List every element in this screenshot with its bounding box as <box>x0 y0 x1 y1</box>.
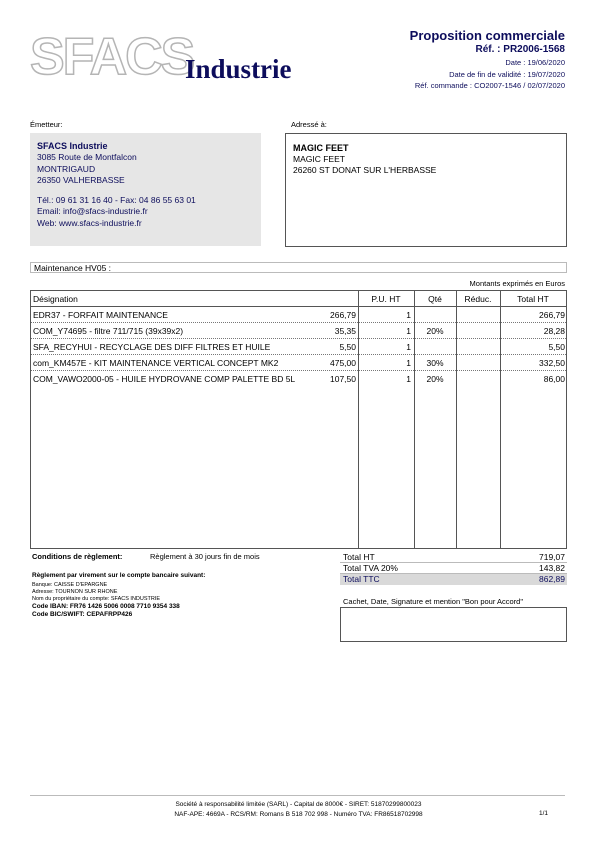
row-quantity: 1 <box>406 310 411 320</box>
recipient-label: Adressé à: <box>291 120 327 129</box>
row-total: 266,79 <box>539 310 565 320</box>
document-date: Date : 19/06/2020 <box>505 58 565 67</box>
subject-line: Maintenance HV05 : <box>30 262 567 273</box>
row-reduction: 20% <box>426 374 444 384</box>
row-unit-price: 35,35 <box>334 326 356 336</box>
total-tva-label: Total TVA 20% <box>343 563 398 573</box>
row-quantity: 1 <box>406 342 411 352</box>
totals-box <box>340 552 567 585</box>
header-reduction: Réduc. <box>464 294 492 304</box>
row-designation: SFA_RECYHUI - RECYCLAGE DES DIFF FILTRES ET HUILE <box>33 342 271 352</box>
currency-note: Montants exprimés en Euros <box>469 279 565 288</box>
row-unit-price: 475,00 <box>330 358 356 368</box>
document-reference: Réf. : PR2006-1568 <box>475 44 565 55</box>
payment-conditions <box>30 552 330 619</box>
svg-text:Industrie: Industrie <box>185 54 292 84</box>
footer <box>30 800 567 820</box>
sender-label: Émetteur: <box>30 120 63 129</box>
row-unit-price: 107,50 <box>330 374 356 384</box>
account-owner: Nom du propriétaire du compte: SFACS INDUSTRIE <box>32 596 161 602</box>
table-row <box>31 355 566 371</box>
sender-address-line: 26350 VALHERBASSE <box>37 175 125 185</box>
recipient-line: MAGIC FEET <box>293 154 345 164</box>
total-ttc-label: Total TTC <box>343 574 380 584</box>
total-ttc-value: 862,89 <box>539 574 565 584</box>
table-header <box>31 291 566 307</box>
total-ttc-row <box>340 574 567 585</box>
transfer-title: Règlement par virement sur le compte bancaire suivant: <box>32 572 206 579</box>
company-logo <box>30 30 320 90</box>
row-reduction: 30% <box>426 358 444 368</box>
row-designation: COM_Y74695 - filtre 711/715 (39x39x2) <box>33 326 184 336</box>
recipient-name: MAGIC FEET <box>293 143 349 153</box>
row-designation: com_KM457E - KIT MAINTENANCE VERTICAL CONCEPT MK2 <box>33 358 279 368</box>
sfacs-logo-graphic <box>30 30 320 90</box>
table-row <box>31 307 566 323</box>
bic-code: Code BIC/SWIFT: CEPAFRPP426 <box>32 611 133 618</box>
row-quantity: 1 <box>406 374 411 384</box>
items-table <box>30 290 567 549</box>
order-reference: Réf. commande : CO2007-1546 / 02/07/2020 <box>414 81 565 90</box>
page-number: 1/1 <box>538 810 548 817</box>
row-unit-price: 5,50 <box>339 342 356 352</box>
sender-name: SFACS Industrie <box>37 141 108 151</box>
table-row <box>31 339 566 355</box>
sender-box <box>30 133 261 246</box>
footer-legal-line: NAF-APE: 4669A - RCS/RM: Romans B 518 702 998 - Numéro TVA: FR86518702998 <box>174 811 423 818</box>
sender-email: Email: info@sfacs-industrie.fr <box>37 206 148 216</box>
signature-label: Cachet, Date, Signature et mention "Bon pour Accord" <box>343 597 524 606</box>
document-title: Proposition commerciale <box>409 28 565 43</box>
footer-divider <box>30 795 565 796</box>
document-header <box>410 28 565 93</box>
recipient-box <box>285 133 567 247</box>
table-row <box>31 371 566 387</box>
bank-name: Banque: CAISSE D'EPARGNE <box>32 582 108 588</box>
conditions-label: Conditions de règlement: <box>32 552 123 561</box>
iban-code: Code IBAN: FR76 1426 5006 0008 7710 9354 338 <box>32 603 180 610</box>
total-ht-row <box>340 552 567 563</box>
row-total: 5,50 <box>548 342 565 352</box>
header-unit-price: P.U. HT <box>371 294 401 304</box>
footer-legal-line: Société à responsabilité limitée (SARL) - Capital de 8000€ - SIRET: 51870299800023 <box>175 801 422 808</box>
validity-date: Date de fin de validité : 19/07/2020 <box>449 70 565 79</box>
header-designation: Désignation <box>33 294 78 304</box>
row-unit-price: 266,79 <box>330 310 356 320</box>
svg-text:SFACS: SFACS <box>30 30 194 86</box>
row-designation: EDR37 - FORFAIT MAINTENANCE <box>33 310 168 320</box>
table-row <box>31 323 566 339</box>
sender-address-line: 3085 Route de Montfalcon <box>37 152 137 162</box>
header-total: Total HT <box>517 294 549 304</box>
total-tva-row <box>340 563 567 574</box>
sender-phone: Tél.: 09 61 31 16 40 - Fax: 04 86 55 63 01 <box>37 194 196 205</box>
row-quantity: 1 <box>406 326 411 336</box>
row-designation: COM_VAWO2000-05 - HUILE HYDROVANE COMP PALETTE BD 5L <box>33 374 296 384</box>
row-total: 332,50 <box>539 358 565 368</box>
row-quantity: 1 <box>406 358 411 368</box>
conditions-value: Règlement à 30 jours fin de mois <box>150 552 260 561</box>
signature-box[interactable] <box>340 607 567 642</box>
row-reduction: 20% <box>426 326 444 336</box>
sender-web: Web: www.sfacs-industrie.fr <box>37 217 142 228</box>
sender-address-line: MONTRIGAUD <box>37 163 96 174</box>
bank-address: Adresse: TOURNON SUR RHONE <box>32 589 118 595</box>
header-quantity: Qté <box>428 294 442 304</box>
total-ht-label: Total HT <box>343 552 375 562</box>
row-total: 28,28 <box>543 326 565 336</box>
recipient-line: 26260 ST DONAT SUR L'HERBASSE <box>293 165 437 175</box>
total-tva-value: 143,82 <box>539 563 565 573</box>
row-total: 86,00 <box>543 374 565 384</box>
total-ht-value: 719,07 <box>539 552 565 562</box>
